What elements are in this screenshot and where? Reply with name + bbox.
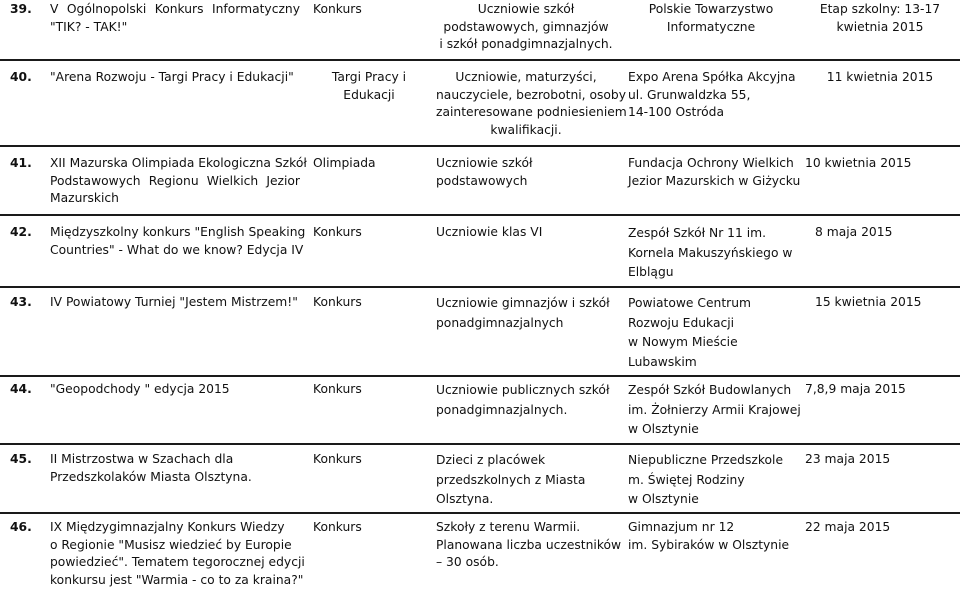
row-divider (0, 375, 960, 377)
event-date: 23 maja 2015 (805, 452, 891, 466)
audience: Uczniowie szkół podstawowych, gimnazjów i szkół ponadgimnazjalnych. (439, 2, 613, 52)
event-type: Konkurs (313, 295, 362, 309)
audience: Uczniowie szkół podstawowych (436, 156, 533, 188)
event-date: Etap szkolny: 13-17 kwietnia 2015 (819, 2, 941, 34)
event-name: XII Mazurska Olimpiada Ekologiczna Szkół Podstawowych Regionu Wielkich Jezior Mazurskich (50, 156, 307, 206)
event-type: Konkurs (313, 520, 362, 534)
event-type: Konkurs (313, 2, 362, 16)
row-number: 41. (10, 156, 32, 170)
event-date: 22 maja 2015 (805, 520, 891, 534)
event-type: Konkurs (313, 225, 362, 239)
row-divider (0, 59, 960, 61)
event-name: II Mistrzostwa w Szachach dla Przedszkolaków Miasta Olsztyna. (50, 452, 252, 484)
row-divider (0, 145, 960, 147)
row-number: 46. (10, 520, 32, 534)
event-date: 11 kwietnia 2015 (826, 70, 934, 84)
event-type: Konkurs (313, 382, 362, 396)
row-number: 39. (10, 2, 32, 16)
row-divider (0, 443, 960, 445)
organizer: Niepubliczne Przedszkole m. Świętej Rodziny w Olsztynie (628, 453, 784, 506)
event-date: 7,8,9 maja 2015 (805, 382, 906, 396)
row-number: 42. (10, 225, 32, 239)
event-date: 8 maja 2015 (815, 225, 893, 239)
organizer: Fundacja Ochrony Wielkich Jezior Mazurskich w Giżycku (628, 156, 801, 188)
organizer: Polskie Towarzystwo Informatyczne (648, 2, 774, 34)
audience: Uczniowie, maturzyści, nauczyciele, bezrobotni, osoby zainteresowane podniesieniem kwalifikacji. (436, 70, 627, 137)
audience: Uczniowie klas VI (436, 225, 543, 239)
event-type: Konkurs (313, 452, 362, 466)
audience: Uczniowie gimnazjów i szkół ponadgimnazjalnych (436, 296, 610, 330)
event-name: "Geopodchody " edycja 2015 (50, 382, 230, 396)
event-date: 10 kwietnia 2015 (805, 156, 912, 170)
event-name: V Ogólnopolski Konkurs Informatyczny "TIK? - TAK!" (50, 2, 300, 34)
row-divider (0, 512, 960, 514)
event-name: IX Międzygimnazjalny Konkurs Wiedzy o Regionie "Musisz wiedzieć by Europie powiedzieć". Tematem tegorocznej edycji konkursu jest "Warmia - co to za kraina?" (50, 520, 305, 587)
organizer: Zespół Szkół Budowlanych im. Żołnierzy Armii Krajowej w Olsztynie (628, 383, 801, 436)
organizer: Expo Arena Spółka Akcyjna ul. Grunwaldzka 55, 14-100 Ostróda (628, 70, 796, 120)
row-number: 44. (10, 382, 32, 396)
audience: Dzieci z placówek przedszkolnych z Miasta Olsztyna. (436, 453, 586, 506)
organizer: Gimnazjum nr 12 im. Sybiraków w Olsztynie (628, 520, 790, 552)
audience: Szkoły z terenu Warmii. Planowana liczba uczestników – 30 osób. (436, 520, 622, 570)
event-date: 15 kwietnia 2015 (815, 295, 922, 309)
event-name: IV Powiatowy Turniej "Jestem Mistrzem!" (50, 295, 298, 309)
row-number: 45. (10, 452, 32, 466)
event-type: Targi Pracy i Edukacji (331, 70, 407, 102)
row-number: 40. (10, 70, 32, 84)
row-divider (0, 214, 960, 216)
audience: Uczniowie publicznych szkół ponadgimnazjalnych. (436, 383, 610, 417)
organizer: Zespół Szkół Nr 11 im. Kornela Makuszyńskiego w Elblągu (628, 226, 793, 279)
row-divider (0, 286, 960, 288)
row-number: 43. (10, 295, 32, 309)
organizer: Powiatowe Centrum Rozwoju Edukacji w Nowym Mieście Lubawskim (628, 296, 751, 369)
event-type: Olimpiada (313, 156, 376, 170)
event-name: "Arena Rozwoju - Targi Pracy i Edukacji" (50, 70, 294, 84)
event-name: Międzyszkolny konkurs "English Speaking Countries" - What do we know? Edycja IV (50, 225, 306, 257)
